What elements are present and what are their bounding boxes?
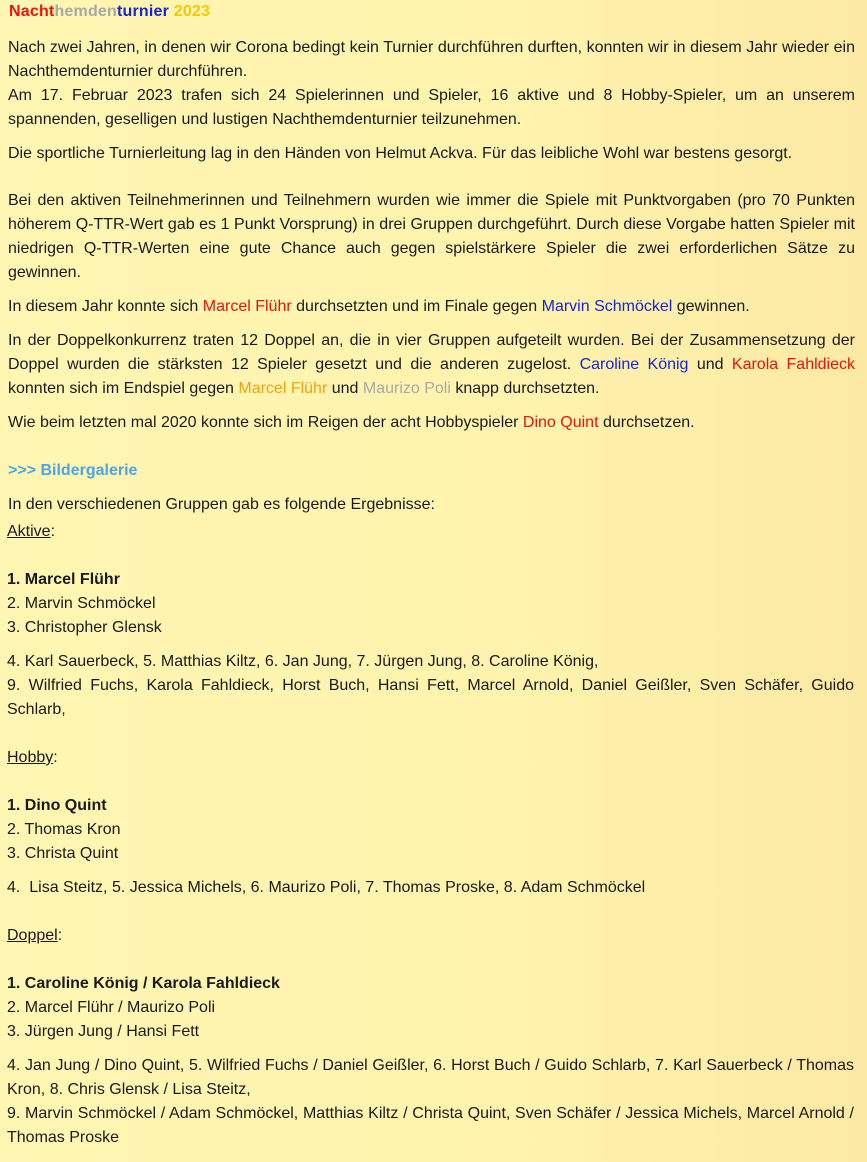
- doppel-text-d: und: [327, 380, 363, 397]
- intro-line-1: Nach zwei Jahren, in denen wir Corona bedingt kein Turnier durchführen durften, konnten wir in diesem Jahr wieder ein Nachthemdenturnier durchführen.: [8, 39, 855, 80]
- intro-paragraph: [8, 36, 855, 132]
- gallery-link[interactable]: >>> Bildergalerie: [8, 462, 138, 479]
- doppel-winner-2: Karola Fahldieck: [731, 356, 856, 373]
- winner-text-a: In diesem Jahr konnte sich: [8, 298, 203, 315]
- doppel-text-b: und: [688, 356, 732, 373]
- hobby-text-b: durchsetzen.: [598, 414, 695, 431]
- hobby-heading: [7, 746, 58, 770]
- runner-up-name: Marvin Schmöckel: [541, 298, 673, 315]
- winner-text-b: durchsetzten und im Finale gegen: [291, 298, 542, 315]
- aktive-third: 3. Christopher Glensk: [7, 619, 162, 636]
- title-part-turnier: turnier: [117, 3, 170, 20]
- aktive-first: 1. Marcel Flühr: [7, 571, 120, 588]
- doppel-heading: [7, 924, 62, 948]
- doppel-rest: 4. Jan Jung / Dino Quint, 5. Wilfried Fuchs / Daniel Geißler, 6. Horst Buch / Guido Schlarb, 7. Karl Sauerbeck / Thomas Kron, 8. Chris Glensk / Lisa Steitz, 9. Marvin Schmöckel / Adam Schmöckel, Matthias Kiltz / Christa Quint, Sven Schäfer / Jessica Michels, Marcel Arnold / Thomas Proske: [7, 1057, 854, 1146]
- hobby-heading-colon: :: [53, 749, 58, 766]
- doppel-runner-1: Marcel Flühr: [238, 380, 328, 397]
- hobby-text-a: Wie beim letzten mal 2020 konnte sich im Reigen der acht Hobbyspieler: [8, 414, 523, 431]
- hobby-first: 1. Dino Quint: [7, 797, 107, 814]
- winner-paragraph: [8, 295, 855, 319]
- hobby-second: 2. Thomas Kron: [7, 821, 121, 838]
- aktive-rest: 4. Karl Sauerbeck, 5. Matthias Kiltz, 6. Jan Jung, 7. Jürgen Jung, 8. Caroline König, 9. Wilfried Fuchs, Karola Fahldieck, Horst Buch, Hansi Fett, Marcel Arnold, Daniel Geißler, Sven Schäfer, Guido Schlarb,: [7, 653, 854, 718]
- page-title: [9, 3, 210, 21]
- hobby-third: 3. Christa Quint: [7, 845, 119, 862]
- results-intro: In den verschiedenen Gruppen gab es folgende Ergebnisse:: [8, 496, 435, 513]
- intro-line-2: Am 17. Februar 2023 trafen sich 24 Spielerinnen und Spieler, 16 aktive und 8 Hobby-Spieler, um an unserem spannenden, geselligen und lustigen Nachthemdenturnier teilzunehmen.: [8, 87, 855, 128]
- doppel-second: 2. Marcel Flühr / Maurizo Poli: [7, 999, 216, 1016]
- winner-text-c: gewinnen.: [672, 298, 750, 315]
- hobby-heading-label: Hobby: [7, 749, 54, 766]
- winner-name: Marcel Flühr: [202, 298, 292, 315]
- hobby-winner-name: Dino Quint: [522, 414, 599, 431]
- aktive-heading: [7, 520, 55, 544]
- aktive-second: 2. Marvin Schmöckel: [7, 595, 156, 612]
- hobby-paragraph: [8, 411, 855, 435]
- doppel-heading-label: Doppel: [7, 927, 58, 944]
- doppel-winner-1: Caroline König: [579, 356, 689, 373]
- leitung-paragraph: Die sportliche Turnierleitung lag in den Händen von Helmut Ackva. Für das leibliche Wohl war bestens gesorgt.: [8, 145, 793, 162]
- doppel-paragraph: [8, 329, 855, 401]
- title-year: 2023: [173, 3, 211, 20]
- doppel-text-a: In der Doppelkonkurrenz traten 12 Doppel an, die in vier Gruppen aufgeteilt wurden. Bei der Zusammensetzung der Doppel wurden die stärksten 12 Spieler gesetzt und die anderen zugelost.: [8, 332, 855, 373]
- aktive-heading-colon: :: [50, 523, 56, 540]
- doppel-text-c: konnten sich im Endspiel gegen: [8, 380, 239, 397]
- title-part-nacht: Nacht: [9, 3, 55, 20]
- doppel-text-e: knapp durchsetzten.: [450, 380, 600, 397]
- aktive-description: Bei den aktiven Teilnehmerinnen und Teilnehmern wurden wie immer die Spiele mit Punktvorgaben (pro 70 Punkten höherem Q-TTR-Wert gab es 1 Punkt Vorsprung) in drei Gruppen durchgeführt. Durch diese Vorgabe hatten Spieler mit niedrigen Q-TTR-Werten eine gute Chance auch gegen spielstärkere Spieler die zwei erforderlichen Sätze zu gewinnen.: [8, 192, 855, 281]
- hobby-rest: 4. Lisa Steitz, 5. Jessica Michels, 6. Maurizo Poli, 7. Thomas Proske, 8. Adam Schmöckel: [7, 879, 646, 896]
- doppel-runner-2: Maurizo Poli: [362, 380, 451, 397]
- title-part-hemden: hemden: [54, 3, 117, 20]
- aktive-heading-label: Aktive: [7, 523, 51, 540]
- doppel-third: 3. Jürgen Jung / Hansi Fett: [7, 1023, 200, 1040]
- doppel-first: 1. Caroline König / Karola Fahldieck: [7, 975, 280, 992]
- doppel-heading-colon: :: [57, 927, 63, 944]
